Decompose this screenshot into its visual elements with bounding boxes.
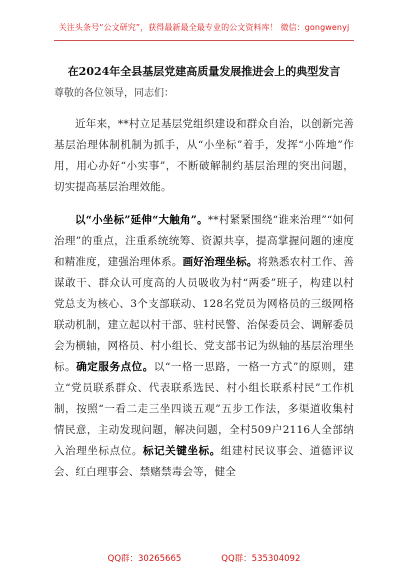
footer-qq-group-2: QQ群：535304092 <box>221 554 301 564</box>
paragraph-intro-text: 近年来，**村立足基层党组织建设和群众自治，以创新完善基层治理体制机制为抓手，从“小坐标”着手，发挥“小阵地”作用，用心办好“小实事”，不断破解制约基层治理的突出问题，切实提高基层治理效能。 <box>54 118 354 193</box>
document-body <box>54 64 354 495</box>
section-heading: 以“小坐标”延伸“大触角”。 <box>75 214 208 226</box>
paragraph-intro <box>54 114 354 198</box>
paragraph-text-2: 将熟悉农村工作、善谋敢干、群众认可度高的人员吸收为村“两委”班子，构建以村党总支为核心、3个支部联动、128名党员为网格员的三级网格联动机制，建立起以村干部、驻村民警、治保委员会、调解委员会为横轴，网格员、村小组长、党支部书记为纵轴的基层治理坐标。 <box>54 256 354 373</box>
paragraph-text-3: 以“一格一思路，一格一方式”的原则，建立“党员联系群众、代表联系选民、村小组长联系村民”工作机制，按照“一看二走三坐四谈五观”五步工作法，多渠道收集村情民意，主动发现问题，解决问题，全村509户2116人全部纳入治理坐标点位。 <box>54 361 355 457</box>
header-banner: 关注头条号“公文研究”，获得最新最全最专业的公文资料库！ 微信：gongwenyj <box>58 23 350 32</box>
document-title: 在2024年全县基层党建高质量发展推进会上的典型发言 <box>67 65 341 78</box>
footer <box>0 552 408 564</box>
footer-qq-group-1: QQ群：30265665 <box>107 554 182 564</box>
paragraph-text-4: 组建村民议事会、道德评议会、红白理事会、禁赌禁毒会等，健全 <box>54 445 354 478</box>
header-divider <box>54 40 354 41</box>
subheading-key-coordinates: 标记关键坐标。 <box>143 445 221 457</box>
paragraph-text-1: **村紧紧围绕“谁来治理”“如何治理”的重点，注重系统统筹、资源共享，提高掌握问题的速度和精准度，建强治理体系。 <box>54 214 354 268</box>
subheading-service-points: 确定服务点位。 <box>76 361 154 373</box>
salutation: 尊敬的各位领导，同志们： <box>54 88 174 99</box>
paragraph-small-coordinate <box>54 210 354 483</box>
subheading-governance-coordinate: 画好治理坐标。 <box>182 256 258 268</box>
